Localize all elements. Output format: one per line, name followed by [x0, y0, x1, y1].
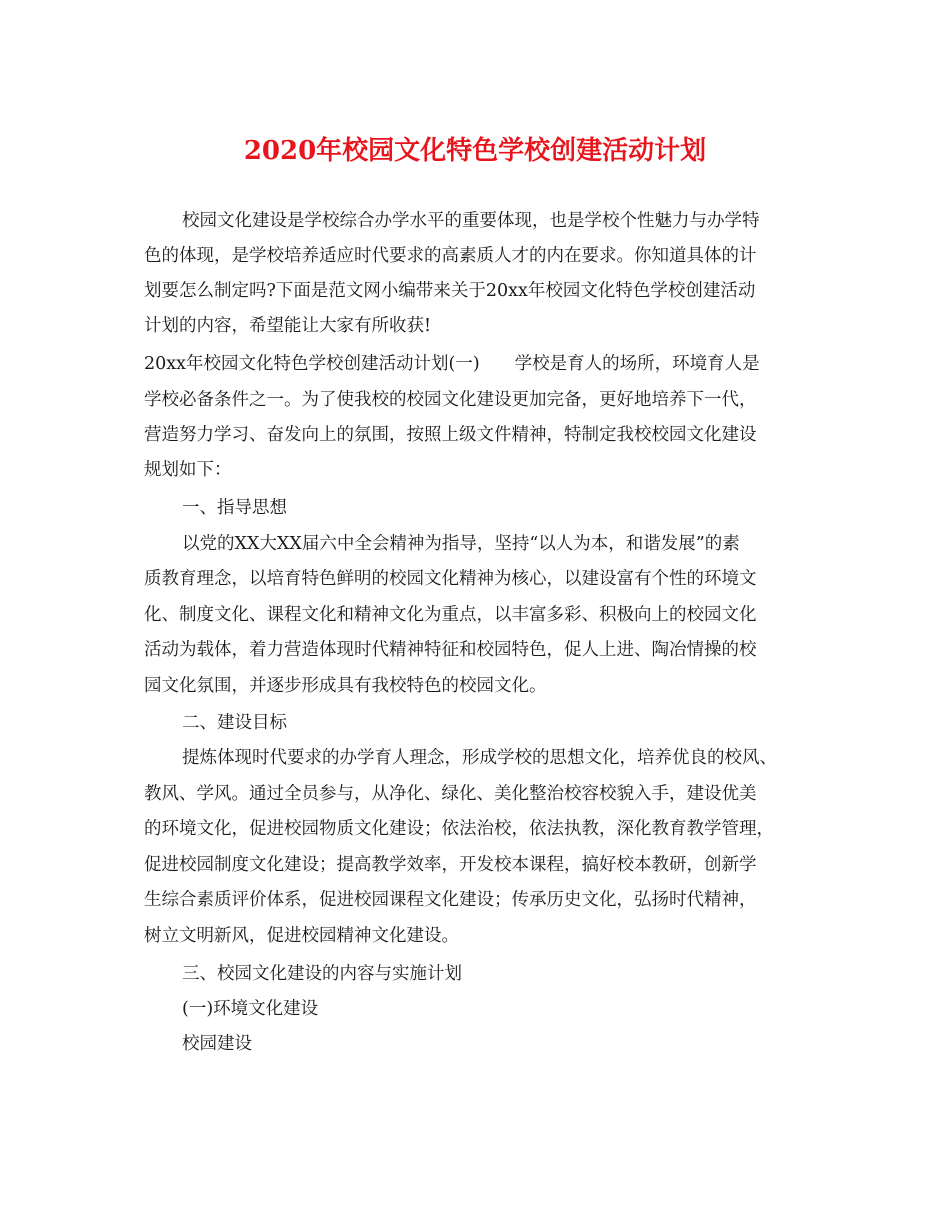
- section-heading: 二、建设目标: [182, 713, 287, 733]
- section-heading: 一、指导思想: [182, 498, 287, 518]
- document-title: 2020年校园文化特色学校创建活动计划: [243, 136, 707, 166]
- body-line: 校园文化建设是学校综合办学水平的重要体现，也是学校个性魅力与办学特: [182, 211, 760, 231]
- body-line: 树立文明新风，促进校园精神文化建设。: [144, 926, 459, 946]
- body-line: 划要怎么制定吗?下面是范文网小编带来关于20xx年校园文化特色学校创建活动: [144, 281, 756, 301]
- body-line: 园文化氛围，并逐步形成具有我校特色的校园文化。: [144, 676, 547, 696]
- body-line: 的环境文化，促进校园物质文化建设；依法治校，依法执教，深化教育教学管理，: [144, 819, 774, 839]
- body-line: 以党的XX大XX届六中全会精神为指导，坚持“以人为本，和谐发展”的素: [182, 534, 740, 554]
- body-line: 学校必备条件之一。为了使我校的校园文化建设更加完备，更好地培养下一代，: [144, 390, 757, 410]
- subsection-heading: (一)环境文化建设: [182, 999, 319, 1019]
- body-line: 提炼体现时代要求的办学育人理念，形成学校的思想文化，培养优良的校风、: [182, 748, 777, 768]
- subsection-heading: 校园建设: [182, 1034, 252, 1054]
- body-line: 促进校园制度文化建设；提高教学效率，开发校本课程，搞好校本教研，创新学: [144, 855, 757, 875]
- body-line: 活动为载体，着力营造体现时代精神特征和校园特色，促人上进、陶冶情操的校: [144, 640, 757, 660]
- body-line: 质教育理念，以培育特色鲜明的校园文化精神为核心，以建设富有个性的环境文: [144, 569, 757, 589]
- body-line: 20xx年校园文化特色学校创建活动计划(一) 学校是育人的场所，环境育人是: [144, 354, 760, 374]
- body-line: 色的体现，是学校培养适应时代要求的高素质人才的内在要求。你知道具体的计: [144, 246, 757, 266]
- body-line: 教风、学风。通过全员参与，从净化、绿化、美化整治校容校貌入手，建设优美: [144, 784, 757, 804]
- body-line: 计划的内容，希望能让大家有所收获!: [144, 316, 432, 336]
- body-line: 生综合素质评价体系，促进校园课程文化建设；传承历史文化，弘扬时代精神，: [144, 890, 757, 910]
- body-line: 化、制度文化、课程文化和精神文化为重点，以丰富多彩、积极向上的校园文化: [144, 605, 757, 625]
- body-line: 规划如下：: [144, 460, 232, 480]
- body-line: 营造努力学习、奋发向上的氛围，按照上级文件精神，特制定我校校园文化建设: [144, 425, 757, 445]
- section-heading: 三、校园文化建设的内容与实施计划: [182, 964, 462, 984]
